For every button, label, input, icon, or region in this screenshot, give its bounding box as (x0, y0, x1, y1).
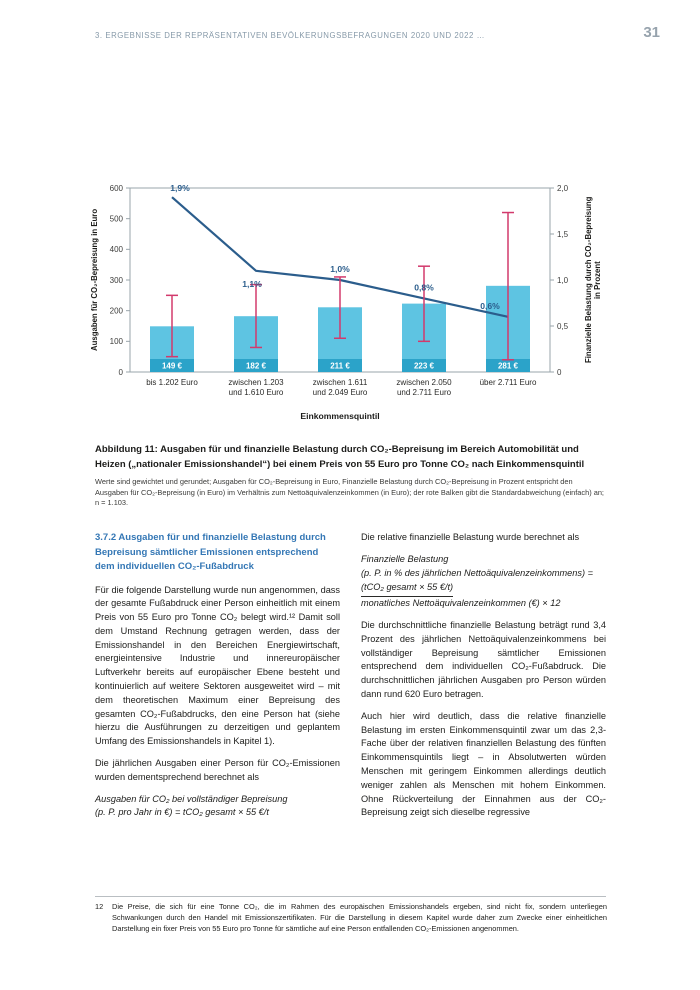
formula-burden (361, 553, 606, 611)
left-axis-title: Ausgaben für CO₂-Bepreisung in Euro (90, 208, 99, 352)
footnote-number: 12 (95, 902, 104, 911)
bar-value-label: 149 € (161, 361, 183, 371)
footnote-divider (95, 896, 606, 897)
left-column (95, 531, 340, 828)
paragraph: Die jährlichen Ausgaben einer Person für CO₂-Emissionen wurden dementsprechend berechnet als (95, 758, 340, 782)
footnote-text: Die Preise, die sich für eine Tonne CO₂, die im Rahmen des europäischen Emissionshandels ergeben, sind nicht fix, sondern unterliegen Schwankungen durch den Handel mit Emissionszertifikaten. Für die Darstellung in diesem Kapitel wurde daher zum Zwecke einer einheitlichen Darstellung ein fixer Preis von 55 Euro pro Tonne für sämtliche auf eine Person entfallenden CO₂-Emissionen angenommen. (112, 902, 607, 933)
bar-value-label: 281 € (497, 361, 519, 371)
category-label: zwischen 2.050 (396, 378, 452, 387)
formula-expenses (95, 793, 340, 821)
formula-denominator: monatliches Nettoäquivalenzeinkommen (€) × 12 (361, 598, 561, 609)
formula-line: Finanzielle Belastung (361, 553, 449, 564)
formula-numerator: (tCO₂ gesamt × 55 €/t) (361, 581, 453, 597)
figure-caption-block (95, 443, 607, 509)
category-label: zwischen 1.611 (312, 378, 368, 387)
body-columns (95, 531, 607, 828)
formula-line: (p. P. in % des jährlichen Nettoäquivalenzeinkommens) = (361, 567, 593, 578)
right-axis-tick-label: 0,5 (557, 321, 569, 331)
category-label: bis 1.202 Euro (146, 378, 198, 387)
right-axis-title (584, 188, 602, 372)
figure-caption: Abbildung 11: Ausgaben für und finanzielle Belastung durch CO₂-Bepreisung im Bereich Automobilität und Heizen („nationaler Emissionshandel“) bei einem Preis von 55 Euro pro Tonne CO₂ nach Einkommensquintil (95, 444, 585, 470)
line-value-label: 1,1% (242, 278, 262, 289)
left-axis-tick-label: 300 (109, 275, 123, 285)
line-value-label: 1,9% (170, 183, 190, 194)
line-value-label: 0,8% (414, 282, 434, 293)
running-header: 3. ERGEBNISSE DER REPRÄSENTATIVEN BEVÖLKERUNGSBEFRAGUNGEN 2020 UND 2022 … (95, 31, 485, 40)
left-axis-tick-label: 0 (118, 367, 123, 377)
chart-canvas (78, 176, 638, 442)
right-axis-tick-label: 0 (557, 367, 562, 377)
footnote (95, 902, 607, 934)
formula-line: (p. P. pro Jahr in €) = tCO₂ gesamt × 55 €/t (95, 807, 269, 818)
x-axis-title: Einkommensquintil (300, 411, 380, 421)
category-label: und 1.610 Euro (228, 388, 284, 397)
right-axis-tick-label: 2,0 (557, 183, 569, 193)
bar-value-label: 211 € (330, 361, 350, 371)
section-heading: 3.7.2 Ausgaben für und finanzielle Belastung durch Bepreisung sämtlicher Emissionen entsprechend dem individuellen CO₂-Fußabdruck (95, 532, 326, 572)
right-axis-title-line2: in Prozent (593, 261, 602, 299)
category-label: und 2.711 Euro (396, 388, 452, 397)
right-axis-tick-label: 1,5 (557, 229, 569, 239)
left-axis-tick-label: 200 (109, 306, 123, 316)
bar-value-label: 223 € (413, 361, 435, 371)
left-axis-tick-label: 100 (109, 337, 123, 347)
figure-note: Werte sind gewichtet und gerundet; Ausgaben für CO₂-Bepreisung in Euro, Finanzielle Belastung durch CO₂-Bepreisung in Prozent entspricht den Ausgaben für CO₂-Bepreisung (in Euro) im Verhältnis zum Nettoäquivalenzeinkommen (in Euro); der rote Balken gibt die Standardabweichung (einfach) an; n = 1.103. (95, 477, 604, 508)
category-label: zwischen 1.203 (228, 378, 284, 387)
figure-chart (78, 176, 638, 442)
right-axis-title-line1: Finanzielle Belastung durch CO₂-Bepreisung (584, 196, 593, 364)
paragraph: Die durchschnittliche finanzielle Belastung beträgt rund 3,4 Prozent des jährlichen Nettoäquivalenzeinkommens bei vollständiger Bepreisung sämtlicher Emissionen entsprechend dem individuellen CO₂-Fußabdruck. Die durchschnittlichen jährlichen Ausgaben pro Person würden dann rund 620 Euro betragen. (361, 619, 606, 699)
right-axis-tick-label: 1,0 (557, 275, 569, 285)
left-axis-tick-label: 400 (109, 245, 123, 255)
paragraph: Für die folgende Darstellung wurde nun angenommen, dass der gesamte Fußabdruck einer Person einheitlich mit einem Preis von 55 Euro pro Tonne CO₂ belegt wird.¹² Damit soll dem Umstand Rechnung getragen werden, dass der Emissionshandel in den Bereichen Energiewirtschaft, energieintensive Industrie und innereuropäischer Luftverkehr bereits auf europäischer Ebene besteht und kontinuierlich auf weitere Sektoren ausgeweitet wird – mit dem theoretischen Maximum einer Bepreisung des gesamten CO₂-Fußabdrucks, den eine Person hat (siehe hierzu die Ausführungen zu derzeitigen und geplantem Umfang des Emissionshandels in Kapitel 1). (95, 584, 340, 747)
category-label: und 2.049 Euro (312, 388, 368, 397)
line-value-label: 0,6% (480, 300, 500, 311)
paragraph: Auch hier wird deutlich, dass die relative finanzielle Belastung im ersten Einkommensquintil zwar um das 2,3-Fache über der relativen finanziellen Belastung des fünften Einkommensquintils liegt – in Absolutwerten würden Menschen mit geringem Einkommen allerdings deutlich weniger zahlen als Menschen mit hohem Einkommen. Ohne Rückverteilung der Einnahmen aus der CO₂-Bepreisung zeigt sich dieselbe regressive (361, 710, 606, 818)
line-value-label: 1,0% (330, 264, 350, 274)
left-axis-tick-label: 600 (109, 183, 123, 193)
left-axis-tick-label: 500 (109, 214, 123, 224)
formula-line: Ausgaben für CO₂ bei vollständiger Bepreisung (95, 793, 288, 804)
right-column (361, 531, 606, 828)
category-label: über 2.711 Euro (479, 378, 537, 387)
bar-value-label: 182 € (245, 361, 267, 371)
paragraph: Die relative finanzielle Belastung wurde berechnet als (361, 532, 580, 542)
page-number: 31 (643, 24, 660, 41)
